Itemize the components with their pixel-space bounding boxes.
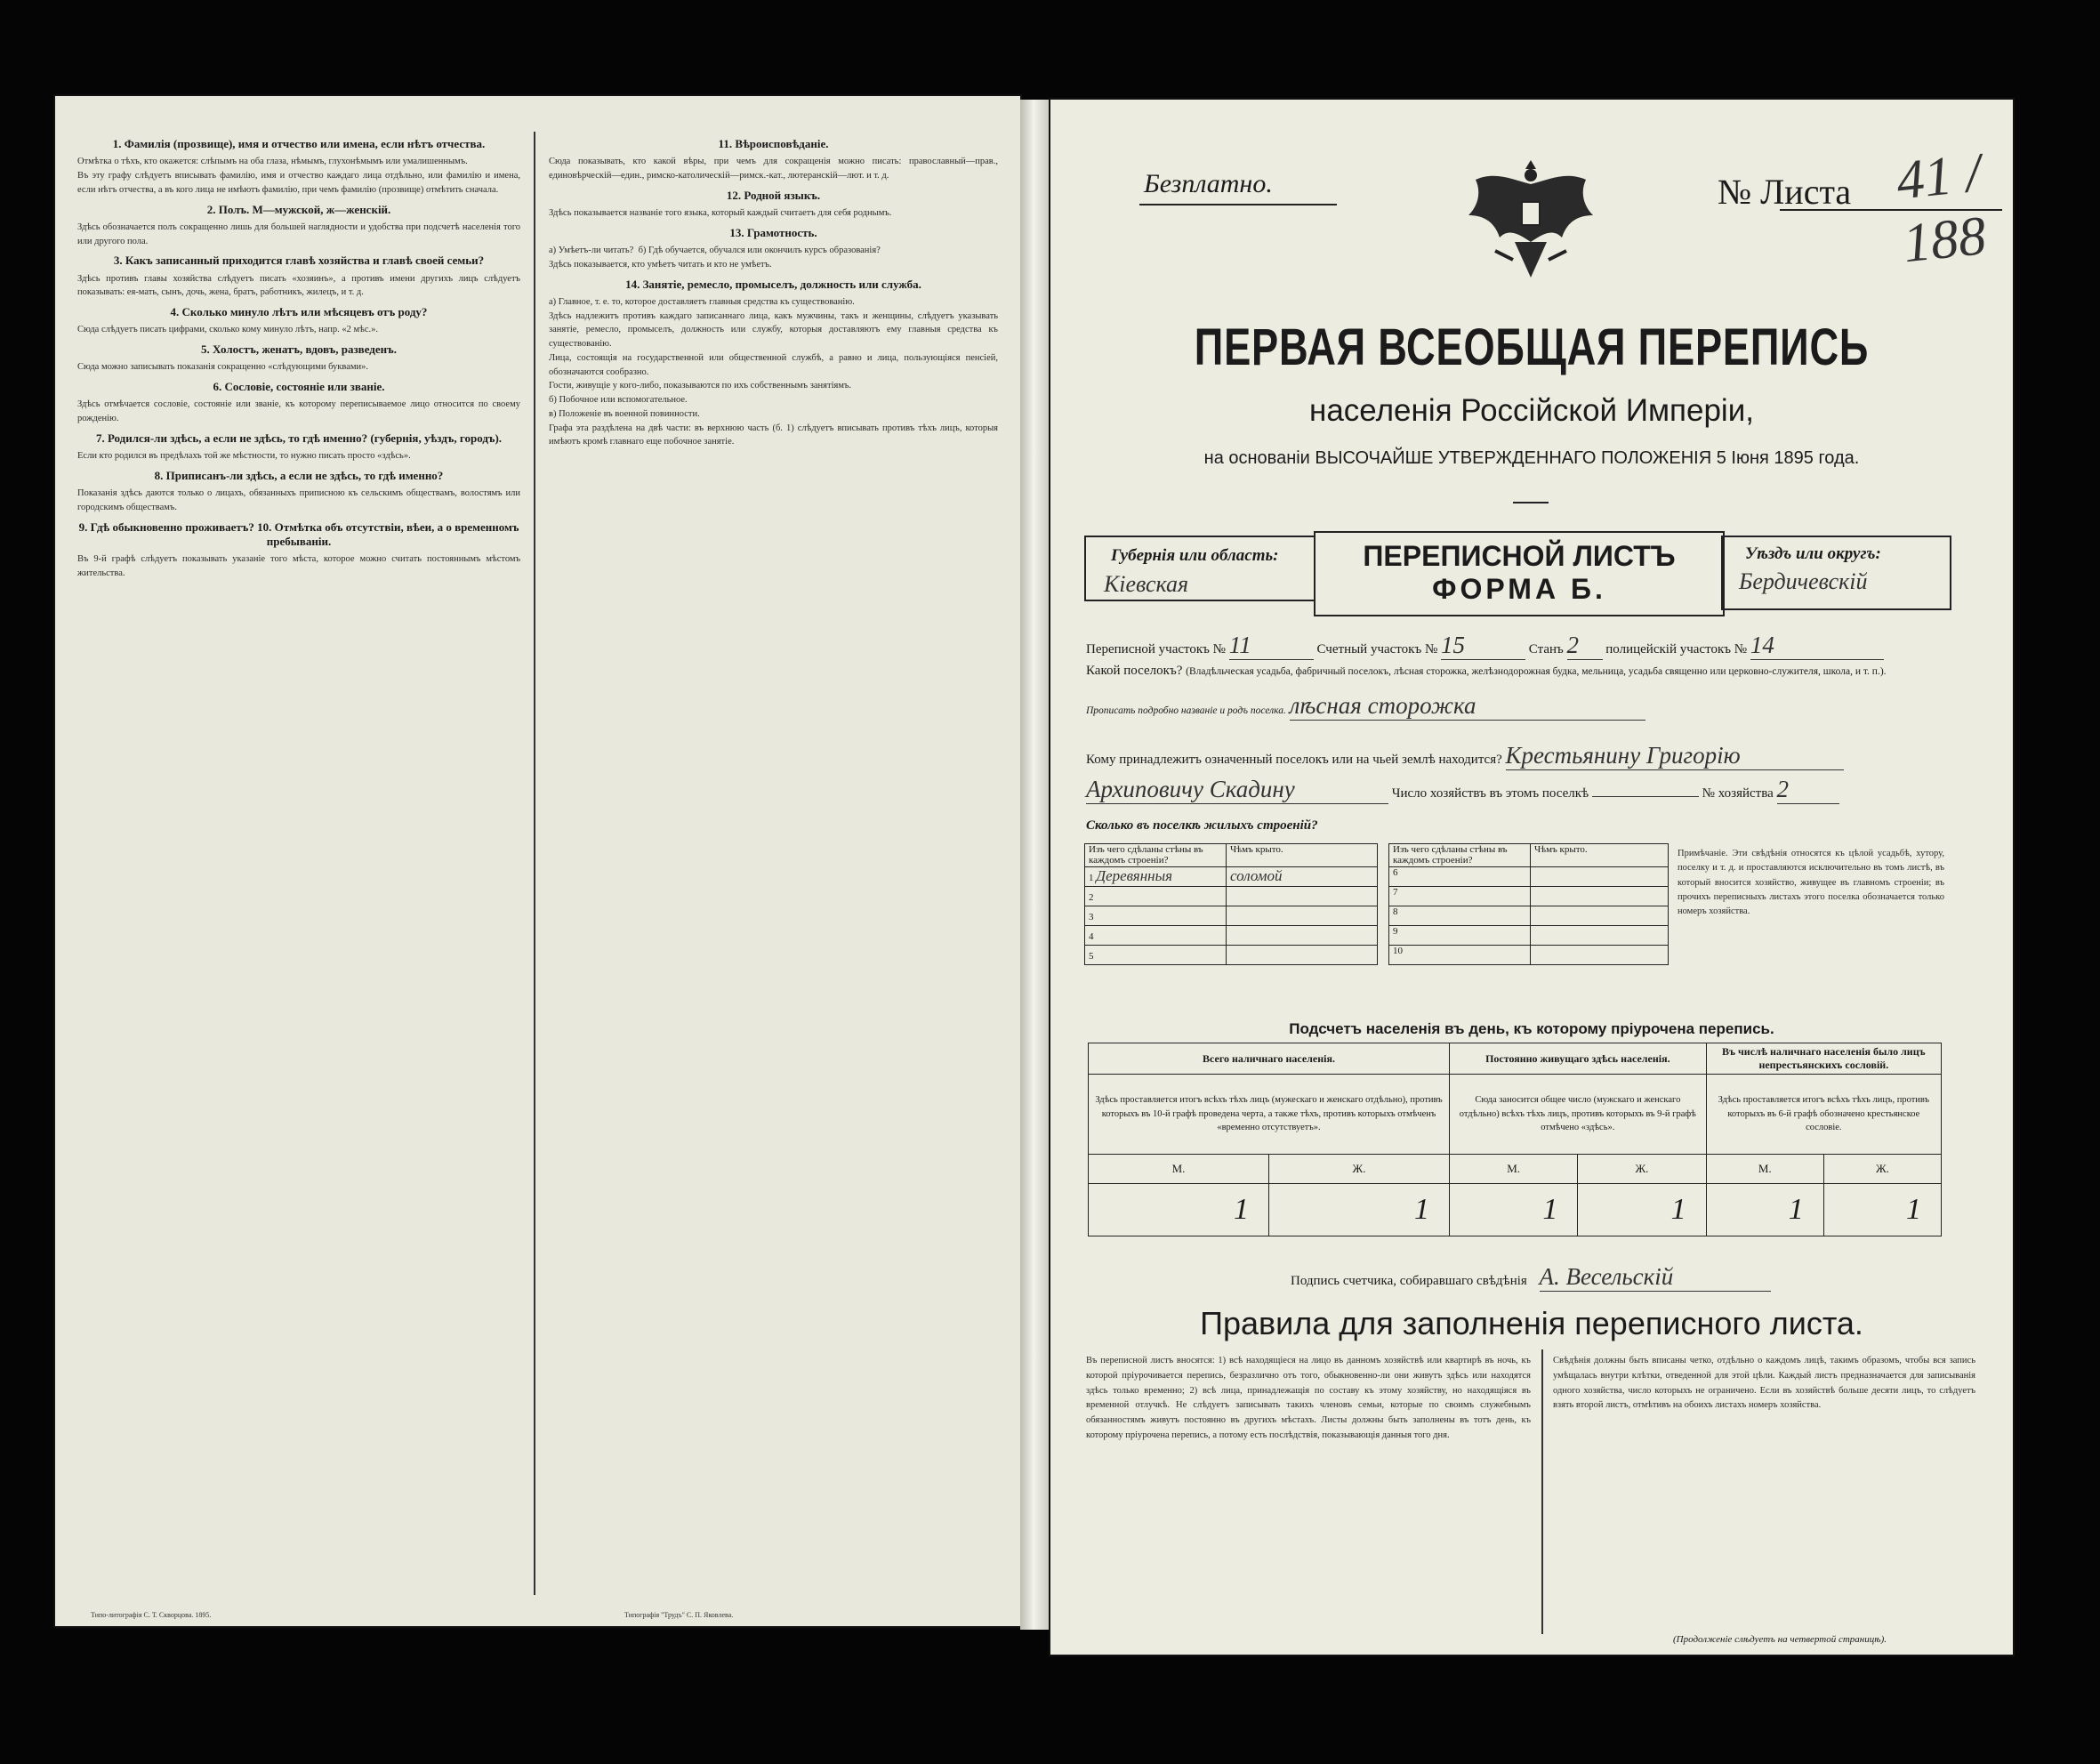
left-page-column-2 [549, 132, 1001, 1599]
census-title: ПЕРВАЯ ВСЕОБЩАЯ ПЕРЕПИСЬ [1194, 318, 1870, 376]
building-walls[interactable] [1085, 906, 1227, 926]
stan-value[interactable]: 2 [1567, 632, 1603, 660]
book-gutter [1020, 100, 1050, 1630]
divider [1780, 209, 2002, 211]
building-roof[interactable] [1531, 946, 1669, 965]
count-title: Подсчетъ населенія въ день, къ которому пріурочена перепись. [1289, 1020, 1774, 1037]
building-number: 3 [1089, 912, 1094, 922]
section-heading: 3. Какъ записанный приходится главѣ хозяйства и главѣ своей семьи? [113, 254, 485, 268]
household-no-value[interactable]: 2 [1777, 776, 1839, 804]
section-heading: 2. Полъ. М—мужской, ж—женскій. [206, 202, 391, 216]
rules-title: Правила для заполненія переписного листа. [1200, 1305, 1863, 1341]
building-row [1389, 926, 1669, 946]
buildings-label: Сколько въ поселкѣ жилыхъ строеній? [1086, 818, 1318, 833]
section-heading: 4. Сколько минуло лѣтъ или мѣсяцевъ отъ роду? [170, 305, 428, 318]
building-roof[interactable] [1227, 867, 1378, 887]
building-number: 10 [1393, 946, 1403, 956]
census-district-label: Переписной участокъ № [1086, 642, 1226, 656]
count-value[interactable]: 1 [1823, 1184, 1941, 1236]
double-headed-eagle-icon [1460, 153, 1602, 286]
section-text: Сюда показывать, кто какой вѣры, при чемъ для сокращенія можно писать: православный—прав., единовѣрческій—един., римско-католическій—римск.-кат., лютеранскій—лют. и т. д. [549, 157, 1001, 181]
divider [1139, 204, 1337, 205]
settlement-hint: (Владѣльческая усадьба, фабричный поселокъ, лѣсная сторожка, желѣзнодорожная будка, мельница, усадьба священно или церковно-служителя, школа, и т. п.). [1186, 666, 1887, 677]
sheet-number-handwritten: 41 / 188 [1894, 142, 1990, 275]
section-heading: 7. Родился-ли здѣсь, а если не здѣсь, то гдѣ именно? (губернія, уѣздъ, городъ). [95, 431, 503, 445]
rules-column-1: Въ переписной листъ вносятся: 1) всѣ находящіеся на лицо въ данномъ хозяйствѣ или квартирѣ въ ночь, къ которой пріурочивается перепись, безразлично отъ того, обыкновенно-ли они живутъ здѣсь или находятся здѣсь только временно; 2) всѣ лица, принадлежащія по составу къ этому хозяйству, но находящіяся въ временной отлучкѣ. Не слѣдуетъ записывать такихъ членовъ семьи, которые по своимъ служебнымъ обязанностямъ живутъ постоянно въ другихъ мѣстахъ. Листы должны быть заполнены въ тотъ день, къ которому пріурочена перепись, а потому есть послѣдствія, показывающія данныя того дня. [1086, 1356, 1531, 1440]
signature-value[interactable]: А. Весельскій [1540, 1263, 1771, 1292]
building-row [1389, 946, 1669, 965]
form-title: ПЕРЕПИСНОЙ ЛИСТЪ [1363, 540, 1676, 572]
count-desc-total: Здѣсь проставляется итогъ всѣхъ тѣхъ лицъ (мужескаго и женскаго отдѣльно), противъ которыхъ въ 10-й графѣ проведена черта, а также тѣхъ, противъ которыхъ отмѣченъ «временно отсутствуетъ». [1089, 1075, 1450, 1155]
section-text: Здѣсь показывается названіе того языка, который каждый считаетъ для себя роднымъ. [549, 208, 892, 218]
households-value[interactable] [1592, 782, 1699, 797]
male-header: М. [1706, 1155, 1823, 1184]
column-divider [1541, 1349, 1543, 1634]
count-value[interactable]: 1 [1450, 1184, 1578, 1236]
households-label: Число хозяйствъ въ этомъ поселкѣ [1391, 786, 1589, 801]
count-head-total: Всего наличнаго населенія. [1089, 1043, 1450, 1075]
building-roof[interactable] [1227, 906, 1378, 926]
district-row [1086, 632, 1884, 660]
building-roof[interactable] [1227, 887, 1378, 906]
count-value[interactable]: 1 [1578, 1184, 1706, 1236]
building-walls[interactable] [1389, 926, 1531, 946]
section-text: Здѣсь отмѣчается сословіе, состояніе или званіе, къ которому переписываемое лицо относится по своему рожденію. [77, 399, 523, 423]
building-row [1085, 887, 1378, 906]
section-text: Здѣсь противъ главы хозяйства слѣдуетъ писать «хозяинъ», а противъ имени другихъ лицъ слѣдуетъ показывать: ея-мать, сынъ, дочь, жена, братъ, работникъ, жилецъ, и т. д. [77, 273, 523, 298]
settlement-label: Какой поселокъ? [1086, 664, 1183, 678]
continuation-note: (Продолженіе слѣдуетъ на четвертой страницѣ). [1673, 1634, 1887, 1645]
section-heading: 14. Занятіе, ремесло, промыселъ, должность или служба. [625, 277, 921, 291]
stan-label: Станъ [1528, 642, 1564, 656]
building-number: 9 [1393, 926, 1398, 937]
left-page-column-1 [77, 132, 523, 1599]
settlement-hint-2: Прописать подробно названіе и родъ поселка. [1086, 705, 1286, 716]
province-label: Губернія или область: [1111, 546, 1279, 565]
left-page [55, 96, 1020, 1626]
count-head-permanent: Постоянно живущаго здѣсь населенія. [1450, 1043, 1707, 1075]
column-divider [534, 132, 535, 1595]
uezd-value[interactable]: Бердичевскій [1739, 568, 1868, 594]
section-text: Если кто родился въ предѣлахъ той же мѣстности, то нужно писать просто «здѣсь». [77, 451, 411, 461]
building-row [1085, 906, 1378, 926]
building-number: 8 [1393, 906, 1398, 917]
female-header: Ж. [1269, 1155, 1450, 1184]
counting-district-value[interactable]: 15 [1441, 632, 1525, 660]
police-district-value[interactable]: 14 [1750, 632, 1884, 660]
signature-row [1291, 1263, 1771, 1292]
uezd-label: Уѣздъ или округъ: [1745, 544, 1881, 563]
section-heading: 8. Приписанъ-ли здѣсь, а если не здѣсь, то гдѣ именно? [154, 468, 444, 482]
count-value[interactable]: 1 [1706, 1184, 1823, 1236]
section-heading: 11. Вѣроисповѣданіе. [718, 137, 829, 150]
walls-column-header-2: Изъ чего сдѣланы стѣны въ каждомъ строеніи? [1389, 844, 1531, 867]
building-number: 1 [1089, 873, 1094, 883]
building-number: 4 [1089, 931, 1094, 942]
buildings-note: Примѣчаніе. Эти свѣдѣнія относятся къ цѣлой усадьбѣ, хутору, поселку и т. д. и проставляются исключительно въ томъ листѣ, въ который вносится хозяйство, живущее въ главномъ строеніи; въ прочихъ переписныхъ листахъ этого поселка обозначается только номеръ хозяйства. [1678, 849, 1944, 917]
count-desc-nonpeasant: Здѣсь проставляется итогъ всѣхъ тѣхъ лицъ, противъ которыхъ въ 6-й графѣ обозначено крестьянское сословіе. [1706, 1075, 1941, 1155]
building-row [1389, 867, 1669, 887]
section-text: Отмѣтка о тѣхъ, кто окажется: слѣпымъ на оба глаза, нѣмымъ, глухонѣмымъ или умалишеннымъ. Въ эту графу слѣдуетъ вписывать фамилію, имя и отчество каждаго лица отдѣльно, или фамилію и имена, если нѣтъ отчества, а въ кого лица не имѣютъ фамилію, при чемъ фамилію (прозвище) отмѣтить сначала. [77, 157, 520, 195]
signature-label: Подпись счетчика, собиравшаго свѣдѣнія [1291, 1274, 1527, 1288]
section-heading: 5. Холостъ, женатъ, вдовъ, разведенъ. [201, 342, 397, 356]
building-row [1085, 867, 1378, 887]
male-header: М. [1450, 1155, 1578, 1184]
building-roof[interactable] [1531, 906, 1669, 926]
building-roof[interactable] [1227, 946, 1378, 965]
building-walls[interactable] [1389, 906, 1531, 926]
building-row [1389, 906, 1669, 926]
count-value[interactable]: 1 [1089, 1184, 1269, 1236]
building-walls[interactable] [1085, 946, 1227, 965]
section-text: Здѣсь обозначается полъ сокращенно лишь для большей наглядности и удобства при подсчетѣ населенія того или другого пола. [77, 222, 523, 246]
building-roof[interactable] [1531, 867, 1669, 887]
roof-column-header: Чѣмъ крыто. [1227, 844, 1378, 867]
province-box [1084, 536, 1316, 601]
building-walls-value[interactable]: Деревянныя [1096, 867, 1172, 884]
building-roof[interactable] [1531, 926, 1669, 946]
roof-column-header-2: Чѣмъ крыто. [1531, 844, 1669, 867]
buildings-table-left [1084, 843, 1378, 965]
female-header: Ж. [1578, 1155, 1706, 1184]
form-subtitle: ФОРМА Б. [1432, 573, 1606, 605]
building-roof[interactable] [1227, 926, 1378, 946]
printer-imprint: Типо-литографія С. Т. Скворцова. 1895. [91, 1611, 212, 1619]
building-number: 6 [1393, 867, 1398, 878]
census-district-value[interactable]: 11 [1229, 632, 1314, 660]
owner-value-2[interactable]: Архиповичу Скадину [1086, 776, 1388, 804]
building-walls[interactable] [1085, 887, 1227, 906]
building-walls[interactable] [1085, 867, 1227, 887]
section-text: а) Главное, т. е. то, которое доставляетъ главныя средства къ существованію. Здѣсь надлежитъ противъ каждаго записаннаго лица, какъ мужчины, такъ и женщины, слѣдуетъ указывать занятіе, ремесло, промыселъ, должность или службу, которыя доставляютъ ему главныя средства къ существованію. Лица, состоящія на государственной или общественной службѣ, а равно и лица, пользующіяся пенсіей, обозначаются сообразно. Гости, живущіе у кого-либо, показываются по ихъ собственнымъ занятіямъ. б) Побочное или вспомогательное. в) Положеніе въ военной повинности. Графа эта раздѣлена на двѣ части: въ верхнюю часть (б. 1) слѣдуетъ вписывать противъ тѣхъ лицъ, которыя имѣютъ кромѣ главнаго еще побочное занятіе. [549, 296, 998, 447]
section-heading: 6. Сословіе, состояніе или званіе. [213, 380, 385, 393]
settlement-row-2 [1086, 692, 1645, 721]
section-text: Въ 9-й графѣ слѣдуетъ показывать указаніе того мѣста, которое можно считать постояннымъ мѣстомъ жительства. [77, 554, 523, 578]
female-header: Ж. [1823, 1155, 1941, 1184]
male-header: М. [1089, 1155, 1269, 1184]
building-row [1085, 946, 1378, 965]
building-roof[interactable] [1531, 887, 1669, 906]
section-heading: 13. Грамотность. [729, 225, 817, 239]
building-roof-value[interactable]: соломой [1230, 867, 1283, 884]
count-head-nonpeasant: Въ числѣ наличнаго населенія было лицъ непрестьянскихъ сословій. [1706, 1043, 1941, 1075]
form-title-box [1314, 531, 1725, 616]
count-value[interactable]: 1 [1269, 1184, 1450, 1236]
section-heading: 1. Фамилія (прозвище), имя и отчество или имена, если нѣтъ отчества. [112, 137, 486, 150]
buildings-rows-2 [1389, 867, 1669, 965]
building-number: 5 [1089, 951, 1094, 962]
legal-basis: на основаніи ВЫСОЧАЙШЕ УТВЕРЖДЕННАГО ПОЛОЖЕНІЯ 5 Іюня 1895 года. [1203, 448, 1860, 468]
section-heading: 9. Гдѣ обыкновенно проживаетъ? 10. Отмѣтка объ отсутствіи, вѣеи, а о временномъ пребываніи. [78, 520, 519, 548]
building-walls[interactable] [1085, 926, 1227, 946]
province-value[interactable]: Кіевская [1104, 571, 1189, 597]
buildings-table-right [1388, 843, 1669, 965]
counting-district-label: Счетный участокъ № [1316, 642, 1438, 656]
count-desc-permanent: Сюда заносится общее число (мужскаго и женскаго отдѣльно) всѣхъ тѣхъ лицъ, противъ которыхъ въ 9-й графѣ отмѣчено «здѣсь». [1450, 1075, 1707, 1155]
building-walls[interactable] [1389, 887, 1531, 906]
rules-column-2: Свѣдѣнія должны быть вписаны четко, отдѣльно о каждомъ лицѣ, такимъ образомъ, чтобы вся запись умѣщалась внутри клѣтки, отведенной для этой цѣли. Каждый листъ предназначается для записыванія одного хозяйства, число которыхъ не ограничено. Если въ хозяйствѣ больше десяти лицъ, то слѣдуетъ взять второй листъ, отмѣтивъ на обоихъ листахъ номеръ хозяйства. [1553, 1356, 1975, 1411]
printer-imprint-2: Типографія "Трудъ" С. П. Яковлева. [624, 1611, 734, 1619]
population-count-table [1088, 1043, 1942, 1236]
settlement-row [1086, 664, 1887, 679]
owner-label: Кому принадлежитъ означенный поселокъ или на чьей землѣ находится? [1086, 753, 1502, 767]
free-label: Безплатно. [1144, 169, 1273, 198]
police-district-label: полицейскій участокъ № [1605, 642, 1748, 656]
buildings-rows [1085, 867, 1378, 965]
census-subtitle: населенія Россійской Имперіи, [1309, 393, 1754, 428]
right-page [1050, 100, 2013, 1655]
building-number: 2 [1089, 892, 1094, 903]
section-text: Показанія здѣсь даются только о лицахъ, обязанныхъ приписною къ сельскимъ обществамъ, волостямъ или городскимъ обществамъ. [77, 488, 523, 512]
walls-column-header: Изъ чего сдѣланы стѣны въ каждомъ строеніи? [1085, 844, 1227, 867]
building-row [1085, 926, 1378, 946]
section-text: а) Умѣетъ-ли читать? б) Гдѣ обучается, обучался или окончилъ курсъ образованія? Здѣсь показывается, кто умѣетъ читать и кто не умѣетъ. [549, 246, 881, 270]
uezd-box [1721, 536, 1951, 610]
section-heading: 12. Родной языкъ. [726, 188, 821, 202]
section-text: Сюда можно записывать показанія сокращенно «слѣдующими буквами». [77, 362, 369, 373]
owner-value[interactable]: Крестьянину Григорію [1506, 742, 1844, 770]
building-number: 7 [1393, 887, 1398, 898]
building-walls[interactable] [1389, 867, 1531, 887]
section-text: Сюда слѣдуетъ писать цифрами, сколько кому минуло лѣтъ, напр. «2 мѣс.». [77, 325, 379, 335]
sheet-number-label: № Листа [1718, 172, 1852, 212]
settlement-value[interactable]: лѣсная сторожка [1290, 692, 1645, 721]
owner-row [1086, 742, 1844, 770]
divider [1513, 502, 1549, 503]
building-row [1389, 887, 1669, 906]
owner-row-2 [1086, 776, 1839, 804]
household-no-label: № хозяйства [1702, 786, 1774, 801]
building-walls[interactable] [1389, 946, 1531, 965]
